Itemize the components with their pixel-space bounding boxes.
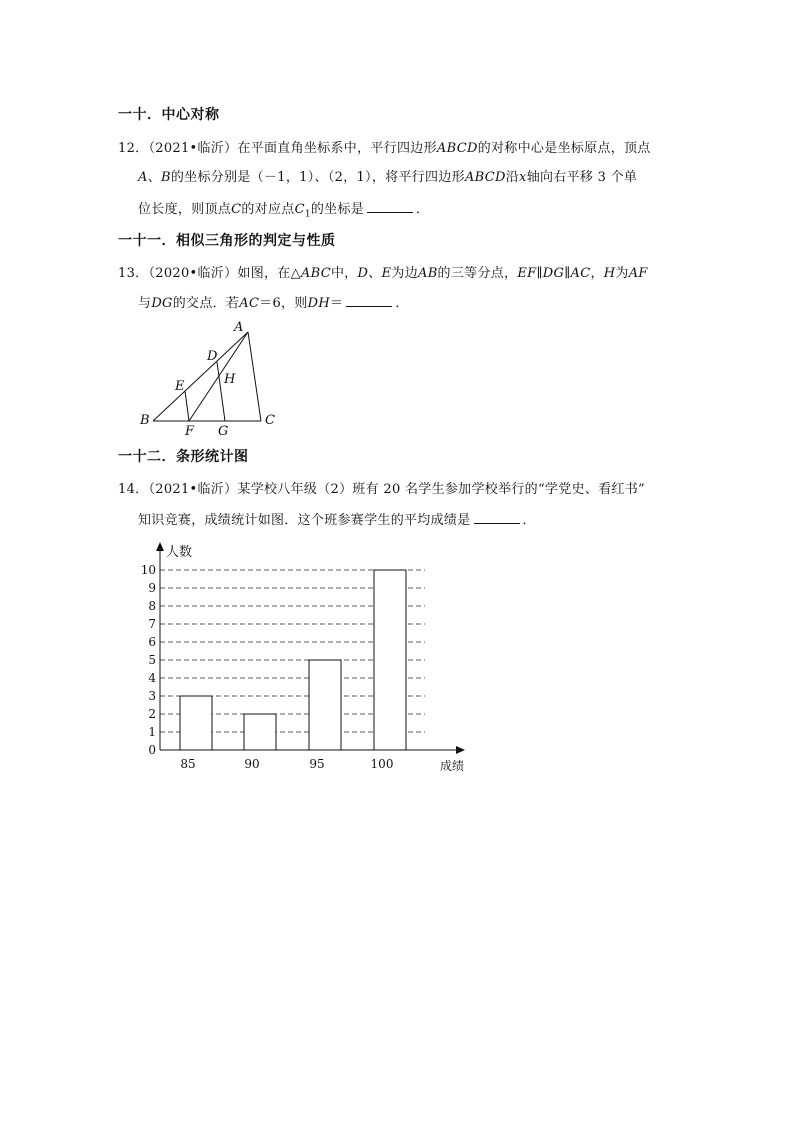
q12-var: C [294,202,305,217]
q13-text: ∥ [564,266,571,281]
q13-var: E [381,266,392,281]
q13-line-2 [138,292,409,311]
y-tick-label-0: 0 [148,743,156,757]
label-c: C [265,413,275,428]
q14-text: 某学校八年级（2）班有 20 名学生参加学校举行的“学党史、看红书” [237,482,645,497]
q13-var: D [357,266,369,281]
q13-number: 13． [118,266,149,281]
q13-line-1 [118,262,648,281]
q12-var: x [519,170,527,185]
x-axis-title: 成绩 [440,759,465,773]
q13-var: AF [628,266,648,281]
q13-var: H [603,266,616,281]
label-h: H [224,372,236,387]
q12-number: 12． [118,141,149,156]
y-tick-label-3: 3 [148,689,156,703]
q14-text: 知识竞赛，成绩统计如图．这个班参赛学生的平均成绩是 [138,513,471,528]
q12-answer-blank[interactable] [367,200,413,213]
x-tick-label-95: 95 [309,757,325,771]
label-b: B [140,413,150,428]
bar-95 [309,660,341,750]
q13-text: 中， [330,266,358,281]
q12-text: 沿 [505,170,520,185]
segment-dg [217,362,225,421]
q12-text: 的对应点 [241,202,295,217]
q13-text: 、 [368,266,382,281]
q13-text: 与 [138,296,152,311]
q14-line-2 [138,509,536,528]
bar-100 [374,570,406,750]
q12-text: 、 [147,170,162,185]
bar-90 [244,714,276,750]
label-a: A [234,320,244,335]
triangle-figure [130,315,290,440]
q12-var: ABCD [464,170,506,185]
q14-text: ． [522,513,536,528]
q12-text: 轴向右平移 3 个单 [526,170,638,185]
q13-text: 的交点．若 [172,296,240,311]
y-tick-label-5: 5 [148,653,156,667]
label-e: E [175,379,185,394]
q14-number: 14． [118,482,149,497]
x-axis-arrow [456,746,465,754]
q13-var: DG [151,296,173,311]
q14-line-1 [118,478,645,497]
q13-text: ． [395,296,409,311]
q12-var: A [138,170,148,185]
segment-ef [185,391,189,421]
score-bar-chart [130,538,480,778]
q12-var: ABCD [436,141,478,156]
section-heading-bar-chart: 一十二．条形统计图 [118,449,249,465]
q12-text: 的坐标是 [310,202,365,217]
q12-line-3 [138,198,429,220]
x-tick-label-85: 85 [180,757,196,771]
q13-source: （2020•临沂） [148,266,238,281]
q12-source: （2021•临沂） [148,141,238,156]
q12-var: B [161,170,171,185]
q13-text: 为 [615,266,629,281]
y-tick-label-2: 2 [148,707,156,721]
q13-var: AC [570,266,591,281]
section-heading-central-symmetry: 一十．中心对称 [118,107,220,123]
y-tick-label-8: 8 [148,599,156,613]
y-tick-label-6: 6 [148,635,156,649]
q14-source: （2021•临沂） [148,482,238,497]
q13-text: ＝6，则 [259,296,308,311]
q12-var: C [231,202,242,217]
q13-var: EF [517,266,537,281]
q12-text: 位长度，则顶点 [138,202,232,217]
q13-answer-blank[interactable] [346,294,392,307]
y-tick-label-1: 1 [148,725,156,739]
q13-text: ＝ [330,296,344,311]
q13-var: DG [542,266,565,281]
section-heading-similar-triangles: 一十一．相似三角形的判定与性质 [118,233,336,249]
q12-text: 的坐标分别是（－1，1）、（2，1），将平行四边形 [170,170,465,185]
y-tick-label-7: 7 [148,617,156,631]
y-axis-title: 人数 [166,545,193,560]
y-axis-arrow [156,542,164,551]
segment-ac [248,332,261,421]
y-tick-label-10: 10 [140,563,156,577]
segment-af [189,332,248,421]
q12-text: 在平面直角坐标系中，平行四边形 [237,141,437,156]
q12-text: 的对称中心是坐标原点，顶点 [477,141,651,156]
q12-subscript: 1 [304,209,311,220]
q13-text: 如图，在△ [237,266,301,281]
q13-var: DH [307,296,331,311]
q13-text: ， [590,266,604,281]
q12-line-2 [138,166,637,185]
q13-var: AB [418,266,438,281]
bar-85 [180,696,212,750]
label-f: F [185,424,195,439]
x-tick-label-90: 90 [244,757,260,771]
q12-line-1 [118,137,651,156]
q13-var: ABC [300,266,331,281]
x-tick-label-100: 100 [370,757,394,771]
q12-text: ． [416,202,430,217]
q13-text: 的三等分点， [437,266,518,281]
q13-text: ∥ [536,266,543,281]
y-tick-label-9: 9 [148,581,156,595]
y-tick-label-4: 4 [148,671,156,685]
q14-answer-blank[interactable] [474,511,520,524]
q13-text: 为边 [391,266,418,281]
label-g: G [218,424,229,439]
q13-var: AC [239,296,260,311]
label-d: D [207,349,218,364]
